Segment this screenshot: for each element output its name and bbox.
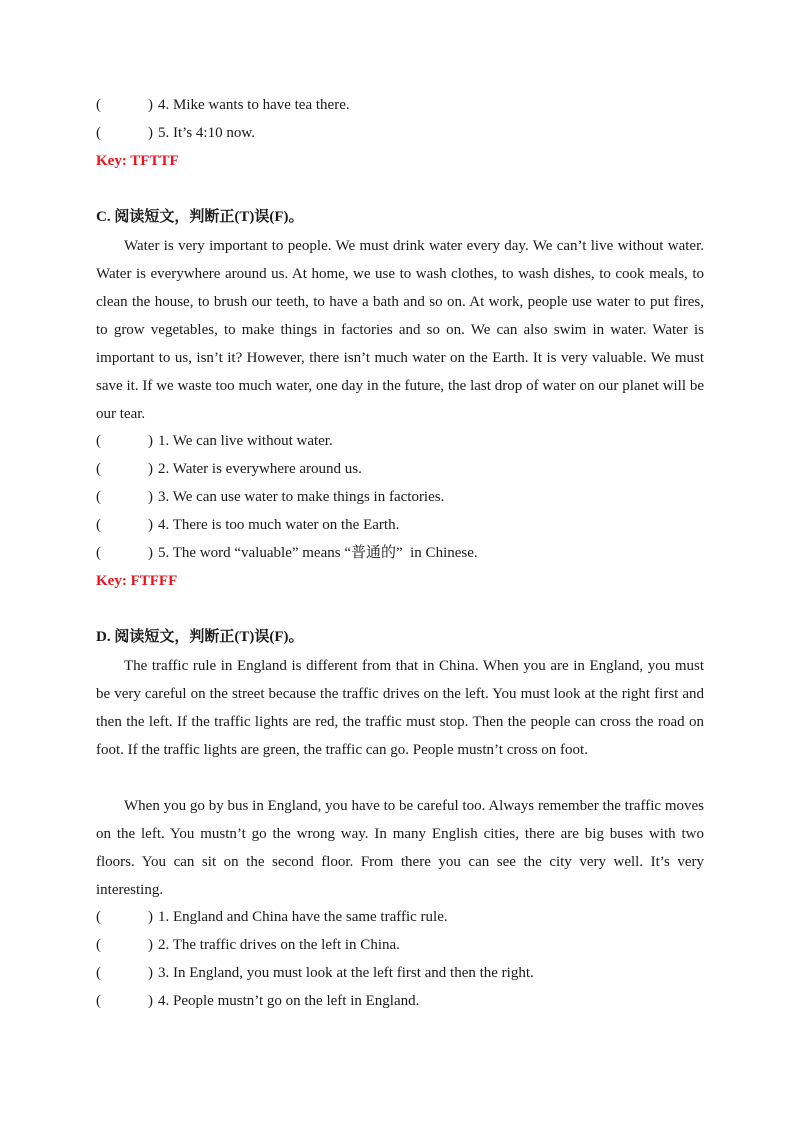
document-page: ( ) 4. Mike wants to have tea there. ( ) 5. It’s 4:10 now. Key: TFTTF C. 阅读短文，判断正(T)误(F)。 Water is very important to people. We must drink water every day. We can’t live without water. Water is everywhere around us. At home, we use to wash clothes, to wash dishes, to cook meals, to clean the house, to brush our teeth, to have a bath and so on. At work, people use water to put fires, to grow vegetables, to make things in factories and so on. We can also swim in water. Water is important to us, isn’t it? However, there isn’t much water on the Earth. It is very valuable. We must save it. If we waste too much water, one day in the future, the last drop of water on our planet will be our tear. ( ) 1. We can live without water. ( ) 2. Water is everywhere around us. ( ) 3. We can use water to make things in factories. ( ) 4. There is too much water on the Earth. ( ) 5. The word “valuable” means “普通的” in Chinese. Key: FTFFF D. 阅读短文，判断正(T)误(F)。 The traffic rule in England is different from that in China. When you are in England, you must be very careful on the street because the traffic drives on the left. You must look at the right first and then the left. If the traffic lights are red, the traffic must stop. Then the people can cross the road on foot. If the traffic lights are green, the traffic can go. People mustn’t cross on foot. When you go by bus in England, you have to be careful too. Always remember the traffic moves on the left. You mustn’t go the wrong way. In many English cities, there are big buses with two floors. You can sit on the second floor. From there you can see the city very well. It’s very interesting. ( ) 1. England and China have the same traffic rule. ( ) 2. The traffic drives on the left in China. ( ) 3. In England, you must look at the left first and then the right. ( ) 4. People mustn’t go on the left in England. <box>96 97 704 1009</box>
section-heading: D. 阅读短文，判断正(T)误(F)。 <box>96 629 304 645</box>
section-heading: C. 阅读短文，判断正(T)误(F)。 <box>96 209 304 225</box>
reading-passage: Water is very important to people. We must drink water every day. We can’t live without water. Water is everywhere around us. At home, we use to wash clothes, to wash dishes, to cook meals, to clean the house, to brush our teeth, to have a bath and so on. At work, people use water to put fires, to grow vegetables, to make things in factories and so on. We can also swim in water. Water is important to us, isn’t it? However, there isn’t much water on the Earth. It is very valuable. We must save it. If we waste too much water, one day in the future, the last drop of water on our planet will be our tear. <box>96 238 704 422</box>
answer-key: Key: TFTTF <box>96 153 179 169</box>
reading-paragraph: The traffic rule in England is different from that in China. When you are in England, you must be very careful on the street because the traffic drives on the left. You must look at the right first and then the left. If the traffic lights are red, the traffic must stop. Then the people can cross the road on foot. If the traffic lights are green, the traffic can go. People mustn’t cross on foot. <box>96 658 704 758</box>
reading-paragraph: When you go by bus in England, you have to be careful too. Always remember the traffic moves on the left. You mustn’t go the wrong way. In many English cities, there are big buses with two floors. You can sit on the second floor. From there you can see the city very well. It’s very interesting. <box>96 798 704 898</box>
answer-key: Key: FTFFF <box>96 573 178 589</box>
